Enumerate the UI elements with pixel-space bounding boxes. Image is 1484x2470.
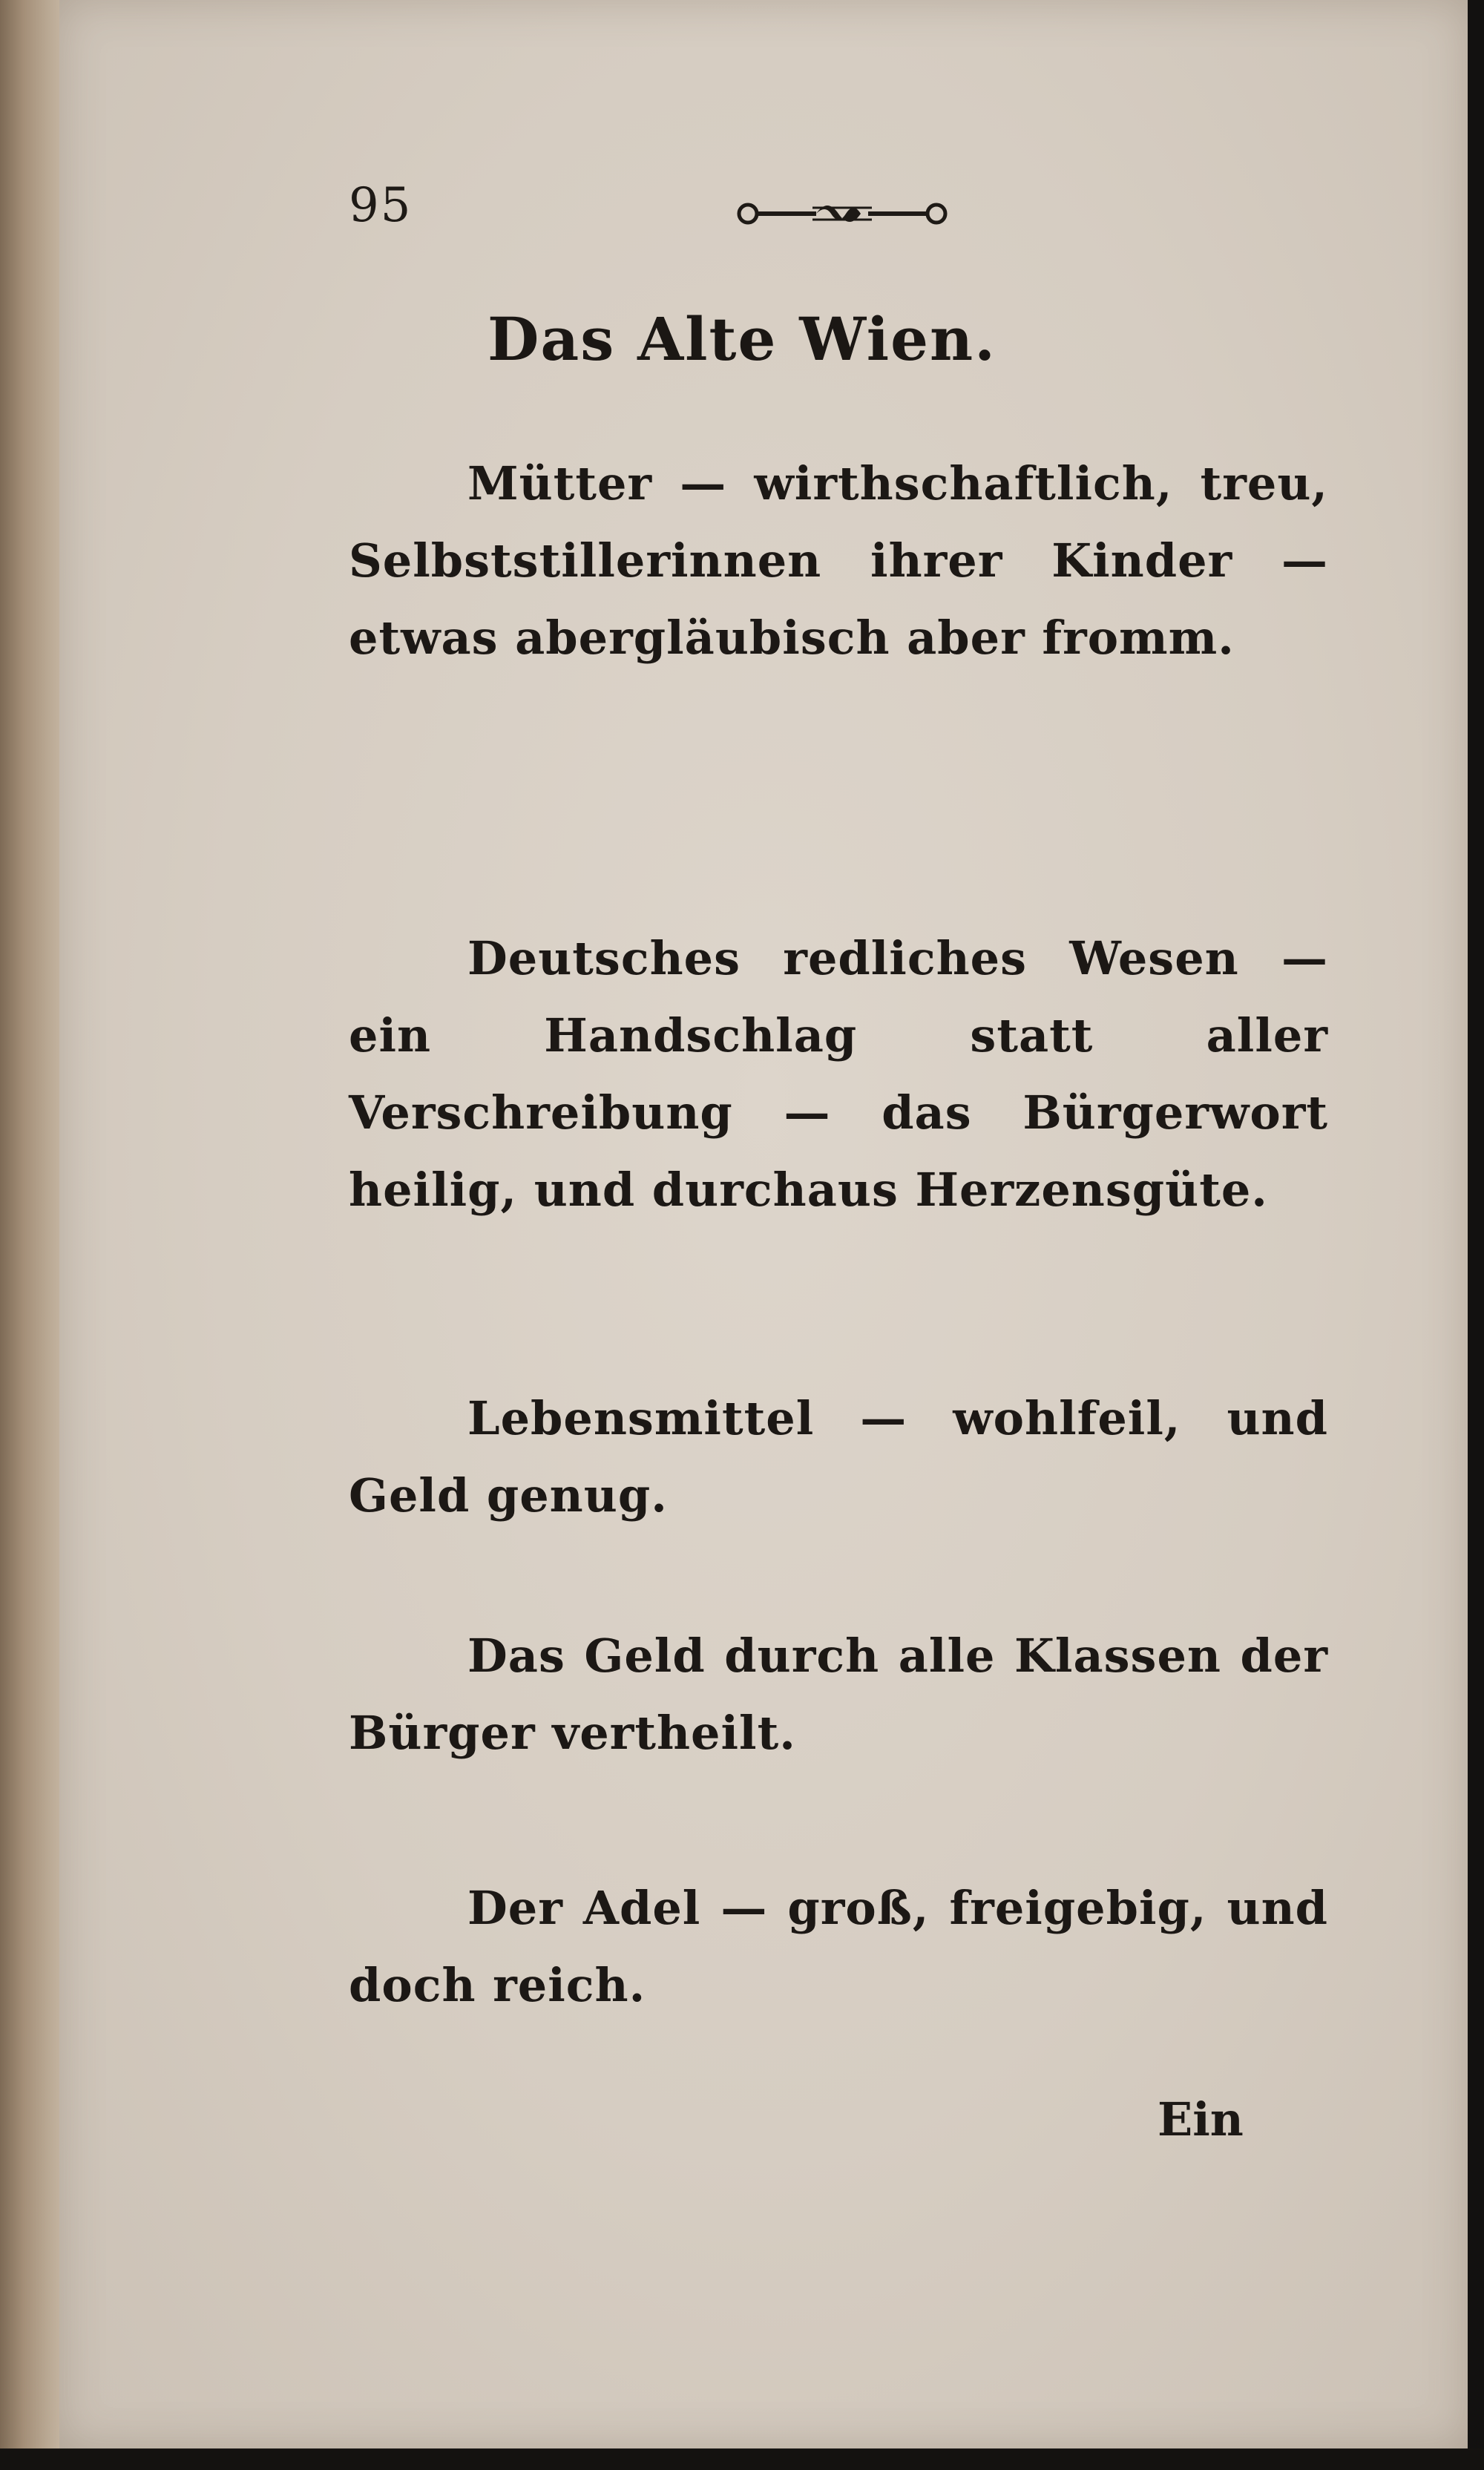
scan-border-right <box>1468 0 1484 2470</box>
paragraph-5-text: Der Adel — groß, freigebig, und doch reich. <box>349 1881 1328 2012</box>
paragraph-4-text: Das Geld durch alle Klassen der Bürger vertheilt. <box>349 1629 1328 1760</box>
paragraph-5 <box>349 1870 1328 2024</box>
header-ornament-icon <box>735 191 950 236</box>
paragraph-3-text: Lebensmittel — wohlfeil, und Geld genug. <box>349 1391 1328 1523</box>
page-title: Das Alte Wien. <box>487 304 997 374</box>
paragraph-1 <box>349 445 1328 677</box>
paragraph-3 <box>349 1380 1328 1534</box>
paragraph-2 <box>349 920 1328 1229</box>
paragraph-2-text: Deutsches redliches Wesen — ein Handschlag statt aller Verschreibung — das Bürgerwort heilig, und durchaus Herzensgüte. <box>349 931 1328 1217</box>
scan-border-bottom <box>0 2448 1484 2470</box>
catchword: Ein <box>1158 2092 1244 2147</box>
paragraph-1-text: Mütter — wirthschaftlich, treu, Selbststillerinnen ihrer Kinder — etwas abergläubisch aber fromm. <box>349 456 1328 665</box>
paragraph-4 <box>349 1617 1328 1772</box>
page-header <box>349 178 1017 252</box>
page-number: 95 <box>349 178 413 233</box>
